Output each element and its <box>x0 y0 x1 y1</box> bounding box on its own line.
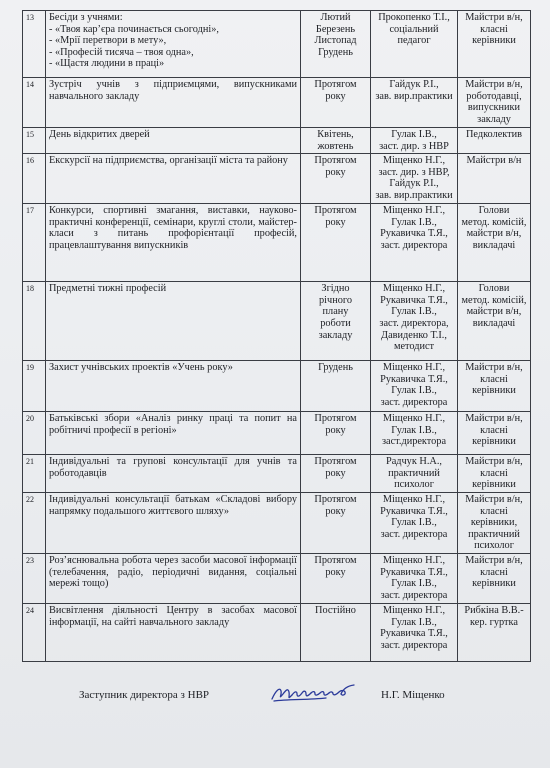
table-row <box>23 553 531 603</box>
term-line: закладу <box>318 329 353 341</box>
responsible-line: Міщенко Н.Г., <box>382 554 446 566</box>
executors-cell <box>458 553 531 603</box>
responsible-cell <box>371 553 458 603</box>
executors-line: класні керівники <box>472 373 516 397</box>
term-line: року <box>325 424 346 436</box>
responsible-cell <box>371 154 458 204</box>
responsible-cell <box>371 11 458 78</box>
responsible-line: соціальний <box>389 23 439 35</box>
row-number: 24 <box>23 603 46 661</box>
term-cell <box>301 553 371 603</box>
responsible-line: Прокопенко Т.І., <box>378 12 450 23</box>
responsible-line: Гулак І.В., <box>391 385 437 397</box>
term-cell <box>301 204 371 282</box>
responsible-line: педагог <box>397 35 431 47</box>
responsible-line: заст. дир. з НВР <box>379 140 449 152</box>
table-row <box>23 492 531 553</box>
responsible-line: заст. директора <box>380 396 448 408</box>
term-line: Протягом <box>314 413 357 425</box>
executors-cell <box>458 492 531 553</box>
executors-line: викладачі <box>472 239 516 251</box>
executors-line: Майстри в/н, <box>465 456 523 468</box>
handwritten-signature <box>268 682 360 706</box>
term-line: року <box>325 505 346 517</box>
term-line: Протягом <box>314 493 357 505</box>
event-cell <box>46 553 301 603</box>
executors-cell <box>458 455 531 493</box>
executors-line: метод. комісій, <box>461 294 527 306</box>
executors-cell <box>458 154 531 204</box>
row-number: 17 <box>23 204 46 282</box>
term-line: Постійно <box>315 604 356 616</box>
event-text: День відкритих дверей <box>49 129 150 140</box>
table-row <box>23 128 531 154</box>
term-line: Протягом <box>314 554 357 566</box>
executors-cell <box>458 78 531 128</box>
responsible-cell <box>371 78 458 128</box>
responsible-line: Міщенко Н.Г., <box>382 205 446 217</box>
executors-line: класні керівники, <box>470 505 518 529</box>
event-text: Батьківські збори «Аналіз ринку праці та попит на робітничі професії в регіоні» <box>49 413 297 436</box>
term-line: Протягом <box>314 79 357 90</box>
term-cell <box>301 455 371 493</box>
responsible-line: зав. вир.практики <box>375 189 453 201</box>
executors-line: Голови <box>478 205 510 217</box>
executors-line: Майстри в/н, <box>465 554 523 566</box>
executors-line: Рибкіна В.В.- <box>464 604 524 616</box>
executors-line: Майстри в/н, <box>465 12 523 23</box>
term-line: Квітень, <box>317 129 354 140</box>
responsible-line: Гайдук Р.І., <box>389 79 439 90</box>
executors-cell <box>458 603 531 661</box>
event-cell <box>46 492 301 553</box>
executors-line: випускники <box>467 102 521 114</box>
event-text: Роз’яснювальна робота через засоби масової інформації (телебачення, радіо, періодичні видання, соціальні мережі тощо) <box>49 554 297 590</box>
table-row <box>23 603 531 661</box>
responsible-line: Гайдук Р.І., <box>389 178 439 190</box>
responsible-line: Міщенко Н.Г., <box>382 155 446 167</box>
table-row <box>23 78 531 128</box>
responsible-line: Рукавичка Т.Я., <box>380 505 448 517</box>
event-list-item: - «Мрії перетвори в мету», <box>49 35 167 47</box>
plan-table-body <box>23 11 531 662</box>
responsible-cell <box>371 282 458 361</box>
event-text: Зустріч учнів з підприємцями, випускниками навчального закладу <box>49 79 297 102</box>
responsible-line: психолог <box>394 479 434 491</box>
table-row <box>23 412 531 455</box>
executors-line: роботодавці, <box>466 90 522 102</box>
term-line: плану <box>322 306 349 318</box>
term-line: року <box>325 216 346 228</box>
responsible-line: Рукавичка Т.Я., <box>380 373 448 385</box>
table-row <box>23 204 531 282</box>
term-line: року <box>325 467 346 479</box>
executors-line: Педколектив <box>465 129 523 140</box>
executors-cell <box>458 204 531 282</box>
responsible-line: Радчук Н.А., <box>385 456 443 468</box>
executors-line: Майстри в/н <box>466 155 522 167</box>
row-number: 19 <box>23 361 46 412</box>
term-cell <box>301 128 371 154</box>
responsible-line: Рукавичка Т.Я., <box>380 566 448 578</box>
event-cell <box>46 128 301 154</box>
executors-line: Голови <box>478 283 510 295</box>
row-number: 20 <box>23 412 46 455</box>
responsible-cell <box>371 412 458 455</box>
responsible-line: зав. вир.практики <box>375 90 453 102</box>
executors-cell <box>458 361 531 412</box>
responsible-line: Гулак І.В., <box>391 616 437 628</box>
responsible-line: Міщенко Н.Г., <box>382 362 446 374</box>
row-number: 15 <box>23 128 46 154</box>
responsible-line: Рукавичка Т.Я., <box>380 294 448 306</box>
responsible-cell <box>371 455 458 493</box>
term-line: Березень <box>315 23 356 35</box>
event-cell <box>46 204 301 282</box>
responsible-line: практичний <box>388 467 440 479</box>
event-cell <box>46 361 301 412</box>
signature-block <box>0 682 550 708</box>
responsible-line: Гулак І.В., <box>391 129 437 140</box>
row-number: 21 <box>23 455 46 493</box>
executors-cell <box>458 412 531 455</box>
executors-line: Майстри в/н, <box>465 79 523 90</box>
executors-line: класні керівники <box>472 23 516 47</box>
responsible-line: Гулак І.В., <box>391 424 437 436</box>
event-cell <box>46 412 301 455</box>
executors-line: психолог <box>474 540 514 552</box>
signatory-name: Н.Г. Міщенко <box>381 689 445 701</box>
event-text: Екскурсії на підприємства, організації міста та району <box>49 155 288 167</box>
event-text: Захист учнівських проектів «Учень року» <box>49 362 233 374</box>
table-row <box>23 11 531 78</box>
responsible-line: Рукавичка Т.Я., <box>380 228 448 240</box>
responsible-line: заст. директора <box>380 589 448 601</box>
term-cell <box>301 282 371 361</box>
table-row <box>23 282 531 361</box>
responsible-line: Міщенко Н.Г., <box>382 283 446 295</box>
executors-line: Майстри в/н, <box>465 413 523 425</box>
executors-line: Майстри в/н, <box>465 493 523 505</box>
term-cell <box>301 154 371 204</box>
executors-line: закладу <box>477 113 511 125</box>
plan-table <box>22 10 531 662</box>
responsible-line: заст. директора <box>380 528 448 540</box>
row-number: 13 <box>23 11 46 78</box>
event-list-item: - «Щастя людини в праці» <box>49 58 165 70</box>
row-number: 14 <box>23 78 46 128</box>
event-cell <box>46 154 301 204</box>
executors-line: майстри в/н, <box>466 306 522 318</box>
executors-line: класні керівники <box>472 467 516 491</box>
event-list-item: - «Професій тисяча – твоя одна», <box>49 46 194 58</box>
term-line: жовтень <box>317 140 354 152</box>
executors-line: Майстри в/н, <box>465 362 523 374</box>
term-line: Протягом <box>314 456 357 468</box>
executors-line: кер. гуртка <box>470 616 518 628</box>
responsible-line: Міщенко Н.Г., <box>382 413 446 425</box>
responsible-cell <box>371 492 458 553</box>
event-text: Висвітлення діяльності Центру в засобах масової інформації, на сайті навчального закладу <box>49 604 297 628</box>
term-line: Грудень <box>318 362 353 374</box>
executors-cell <box>458 128 531 154</box>
table-row <box>23 361 531 412</box>
table-row <box>23 154 531 204</box>
event-cell <box>46 603 301 661</box>
executors-line: класні керівники <box>472 566 516 590</box>
term-line: Протягом <box>314 205 357 217</box>
term-line: Лютий <box>320 12 351 23</box>
responsible-line: заст.директора <box>381 436 447 448</box>
responsible-cell <box>371 603 458 661</box>
event-cell <box>46 11 301 78</box>
responsible-line: заст. директора, <box>379 317 449 329</box>
event-cell <box>46 282 301 361</box>
term-cell <box>301 11 371 78</box>
responsible-line: методист <box>393 341 435 353</box>
term-line: Протягом <box>314 155 357 167</box>
responsible-line: Гулак І.В., <box>391 517 437 529</box>
event-cell <box>46 455 301 493</box>
term-cell <box>301 603 371 661</box>
event-list-item: - «Твоя кар’єра починається сьогодні», <box>49 23 219 35</box>
event-text: Конкурси, спортивні змагання, виставки, науково-практичні конференції, семінари, круглі столи, майстер-класи з питань профорієнтації професій, працевлаштування випускників <box>49 205 297 251</box>
responsible-line: Гулак І.В., <box>391 216 437 228</box>
responsible-line: заст. дир. з НВР, <box>378 166 450 178</box>
executors-line: викладачі <box>472 317 516 329</box>
executors-line: метод. комісій, <box>461 216 527 228</box>
responsible-line: заст. директора <box>380 239 448 251</box>
responsible-line: Гулак І.В., <box>391 306 437 318</box>
row-number: 22 <box>23 492 46 553</box>
term-line: року <box>325 566 346 578</box>
responsible-line: Давиденко Т.І., <box>381 329 447 341</box>
responsible-line: Гулак І.В., <box>391 578 437 590</box>
term-cell <box>301 412 371 455</box>
term-line: Згідно <box>321 283 350 295</box>
row-number: 16 <box>23 154 46 204</box>
term-cell <box>301 361 371 412</box>
term-line: річного <box>319 294 352 306</box>
term-cell <box>301 78 371 128</box>
signatory-position: Заступник директора з НВР <box>79 689 210 701</box>
term-cell <box>301 492 371 553</box>
row-number: 18 <box>23 282 46 361</box>
term-line: року <box>325 90 346 102</box>
responsible-line: Міщенко Н.Г., <box>382 604 446 616</box>
event-text: Предметні тижні професій <box>49 283 167 295</box>
executors-cell <box>458 282 531 361</box>
responsible-cell <box>371 361 458 412</box>
event-text: Індивідуальні консультації батькам «Складові вибору напрямку подальшого життєвого шляху» <box>49 493 297 517</box>
event-cell <box>46 78 301 128</box>
term-line: року <box>325 166 346 178</box>
term-line: роботи <box>320 317 351 329</box>
responsible-cell <box>371 204 458 282</box>
executors-cell <box>458 11 531 78</box>
responsible-cell <box>371 128 458 154</box>
executors-line: практичний <box>468 528 520 540</box>
responsible-line: Міщенко Н.Г., <box>382 493 446 505</box>
executors-line: майстри в/н, <box>466 228 522 240</box>
event-title: Бесіди з учнями: <box>49 12 123 23</box>
event-text: Індивідуальні та групові консультації для учнів та роботодавців <box>49 456 297 479</box>
term-line: Листопад <box>314 35 357 47</box>
term-line: Грудень <box>318 46 353 58</box>
responsible-line: Рукавичка Т.Я., <box>380 628 448 640</box>
responsible-line: заст. директора <box>380 639 448 651</box>
executors-line: класні керівники <box>472 424 516 448</box>
row-number: 23 <box>23 553 46 603</box>
table-row <box>23 455 531 493</box>
